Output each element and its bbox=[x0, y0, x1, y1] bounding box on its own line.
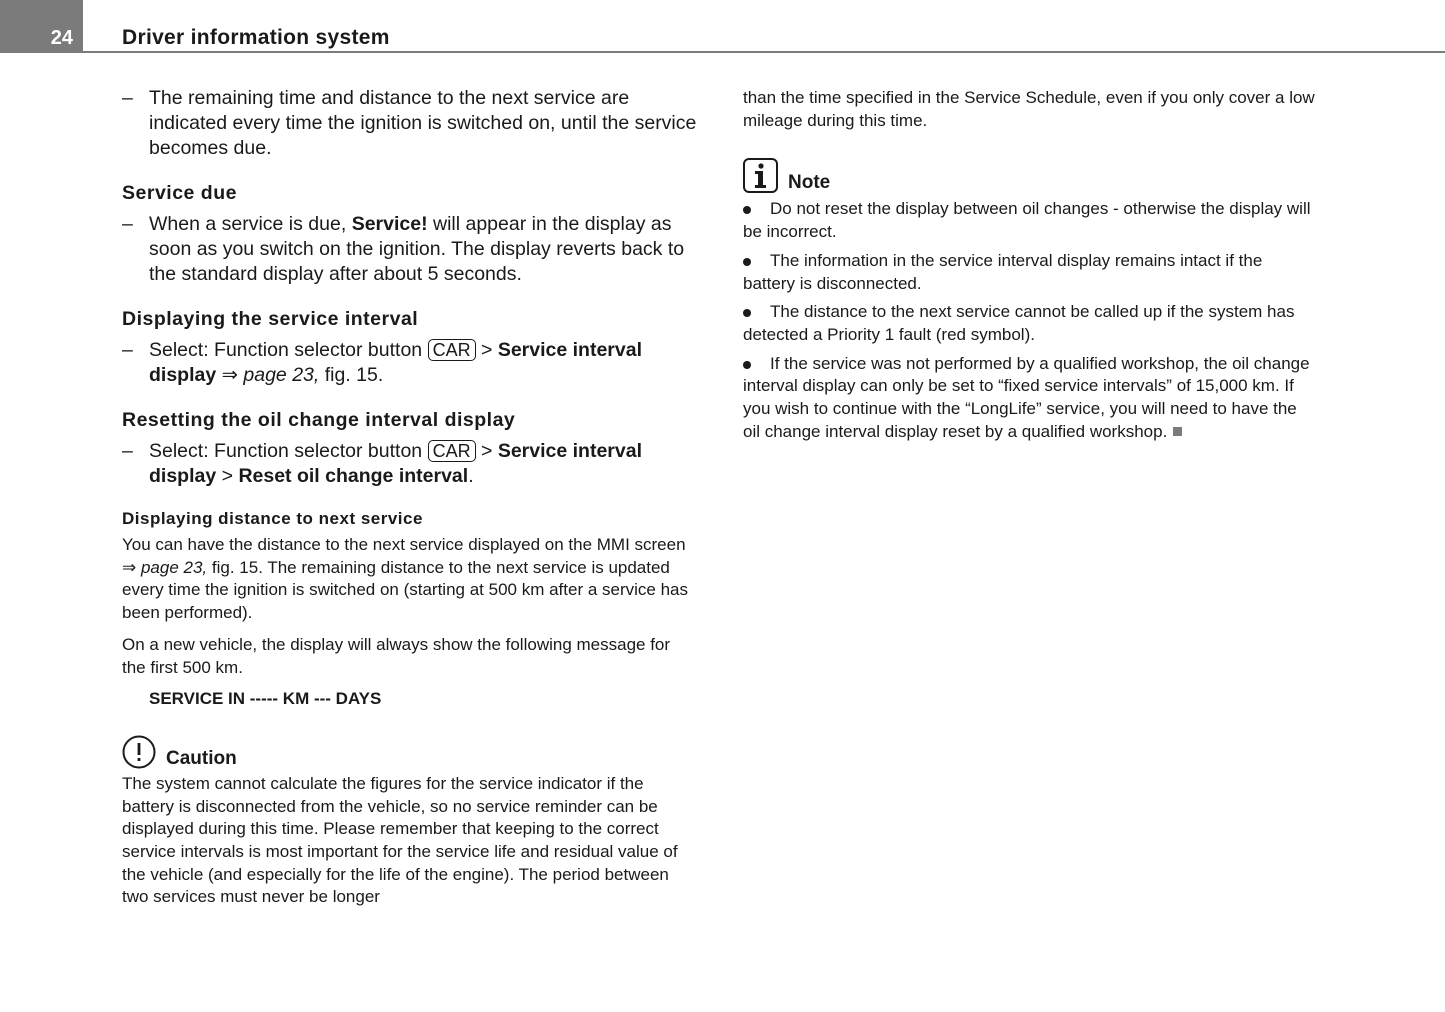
distance-paragraph-2: On a new vehicle, the display will always show the following message for the first 500 km. bbox=[122, 634, 671, 677]
service-due-text-pre: When a service is due, bbox=[149, 213, 352, 235]
page-ref: page 23, bbox=[243, 364, 320, 386]
gt-separator: > bbox=[475, 440, 498, 462]
distance-p1-a: You can have the distance to the next service displayed on the MMI screen bbox=[122, 535, 686, 554]
display-message: SERVICE IN ----- KM --- DAYS bbox=[149, 689, 382, 709]
arrow-ref: ⇒ bbox=[216, 364, 244, 386]
caution-icon bbox=[122, 735, 156, 769]
resetting-item bbox=[122, 439, 697, 489]
distance-heading: Displaying distance to next service bbox=[122, 509, 423, 528]
service-due-heading: Service due bbox=[122, 182, 237, 204]
car-key: CAR bbox=[428, 440, 476, 462]
intro-bullet-text: The remaining time and distance to the next service are indicated every time the ignition is switched on, until the service becomes due. bbox=[149, 87, 697, 159]
right-column bbox=[743, 86, 1318, 443]
service-due-item bbox=[122, 212, 697, 287]
note-bullet bbox=[743, 353, 1318, 444]
distance-paragraph-1 bbox=[122, 534, 697, 625]
bullet-dot bbox=[743, 206, 751, 214]
car-key: CAR bbox=[428, 339, 476, 361]
intro-bullet bbox=[122, 86, 697, 161]
service-due-text-bold: Service! bbox=[351, 213, 428, 235]
page-number bbox=[0, 0, 83, 53]
bullet-dot bbox=[743, 309, 751, 317]
note-bullet bbox=[743, 301, 1318, 346]
caution-continued-text: than the time specified in the Service Schedule, even if you only cover a low mileage during this time. bbox=[743, 88, 1315, 130]
bullet-dot bbox=[743, 361, 751, 369]
note-bullet bbox=[743, 250, 1318, 295]
caution-text: The system cannot calculate the figures for the service indicator if the battery is disconnected from the vehicle, so no service reminder can be displayed during this time. Please remember that keeping to the correct service intervals is most important for the service life and residual value of the vehicle (and especially for the life of the engine). The period between two services must never be longer bbox=[122, 773, 678, 907]
note-bullet bbox=[743, 198, 1318, 243]
displaying-interval-heading: Displaying the service interval bbox=[122, 308, 419, 330]
left-column bbox=[122, 86, 697, 909]
distance-p1-b: fig. 15. The remaining distance to the next service is updated every time the ignition is switched on (starting at 500 km after a service has been performed). bbox=[122, 557, 688, 623]
caution-label: Caution bbox=[166, 747, 237, 769]
gt-separator: > bbox=[216, 465, 239, 487]
page-title: Driver information system bbox=[122, 26, 390, 49]
dash-marker: – bbox=[122, 339, 133, 361]
dash-marker: – bbox=[122, 213, 133, 235]
note-bullet-text: The information in the service interval display remains intact if the battery is disconnected. bbox=[743, 250, 1263, 293]
end-of-section-icon bbox=[1173, 427, 1182, 436]
page-number-text: 24 bbox=[50, 27, 73, 49]
menu-path: Service interval display bbox=[149, 440, 643, 487]
resetting-heading: Resetting the oil change interval display bbox=[122, 409, 516, 431]
menu-path: Service interval display bbox=[149, 339, 643, 386]
select-label: Select: Function selector button bbox=[149, 440, 428, 462]
note-info-icon bbox=[743, 158, 778, 193]
period: . bbox=[468, 465, 474, 487]
bullet-dot bbox=[743, 258, 751, 266]
page-ref: page 23, bbox=[140, 557, 208, 577]
header-rule bbox=[83, 51, 1445, 53]
note-bullet-text: Do not reset the display between oil changes - otherwise the display will be incorrect. bbox=[743, 199, 1311, 242]
dash-marker: – bbox=[122, 87, 133, 109]
dash-marker: – bbox=[122, 440, 133, 462]
gt-separator: > bbox=[475, 339, 498, 361]
caution-header bbox=[122, 735, 697, 769]
note-bullet-text: If the service was not performed by a qualified workshop, the oil change interval display can only be set to “fixed service intervals” of 15,000 km. If you wish to continue with the “LongLife” service, you will need to have the oil change interval display reset by a qualified workshop. bbox=[743, 353, 1310, 441]
menu-path-2: Reset oil change interval bbox=[238, 465, 469, 487]
service-due-text-post: will appear in the display as soon as you switch on the ignition. The display reverts back to the standard display after about 5 seconds. bbox=[149, 213, 685, 285]
displaying-interval-item bbox=[122, 338, 697, 388]
note-header bbox=[743, 158, 1318, 193]
note-label: Note bbox=[788, 172, 831, 194]
fig-ref: fig. 15. bbox=[319, 364, 384, 386]
arrow-ref: ⇒ bbox=[122, 557, 141, 577]
select-label: Select: Function selector button bbox=[149, 339, 428, 361]
note-bullet-text: The distance to the next service cannot be called up if the system has detected a Priority 1 fault (red symbol). bbox=[743, 302, 1295, 344]
